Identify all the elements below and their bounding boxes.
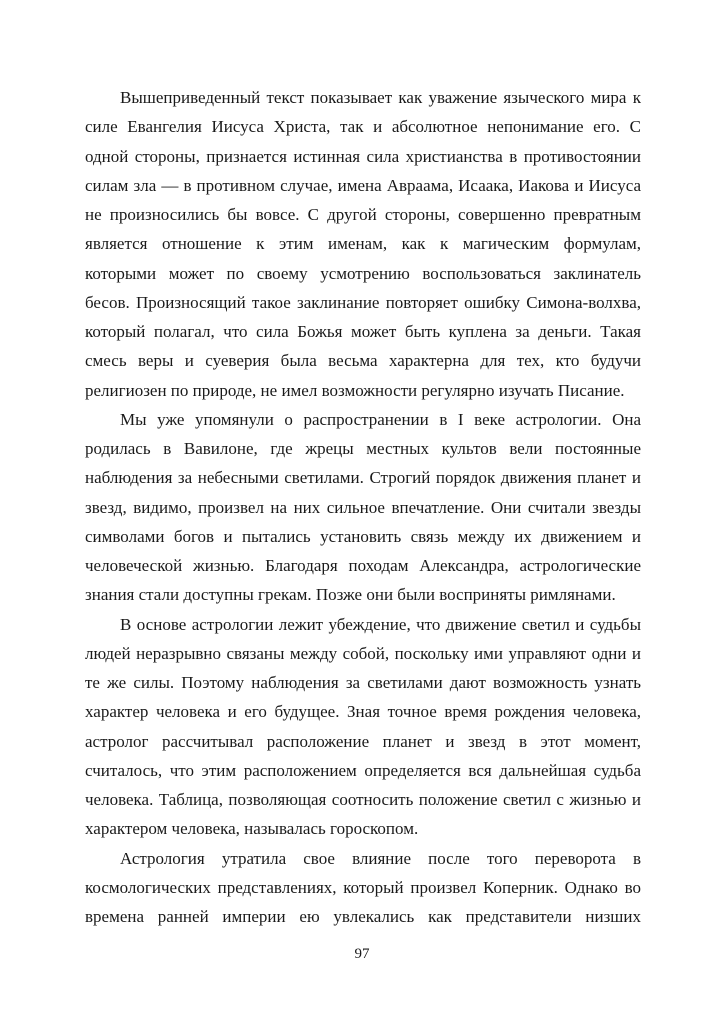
text-line: В основе астрологии лежит убеждение, что движение светил и судьбы (120, 614, 641, 634)
text-line: символами богов и пытались установить связь между их движением и (85, 526, 641, 546)
text-line: наблюдения за небесными светилами. Строгий порядок движения планет и (85, 468, 641, 488)
text-line: людей неразрывно связаны между собой, поскольку ими управляют одни и (85, 643, 641, 663)
paragraph (85, 844, 641, 932)
text-line: Астрология утратила свое влияние после того переворота в (120, 848, 641, 868)
text-line: смесь веры и суеверия была весьма характерна для тех, кто будучи (85, 351, 641, 371)
text-line: одной стороны, признается истинная сила христианства в противостоянии (85, 146, 641, 166)
body-text (85, 83, 641, 931)
text-line: космологических представлениях, который произвел Коперник. Однако во (85, 877, 641, 897)
text-line: характером человека, называлась гороскопом. (85, 819, 419, 839)
text-line: астролог рассчитывал расположение планет и звезд в этот момент, (85, 731, 641, 751)
text-line: те же силы. Поэтому наблюдения за светилами дают возможность узнать (85, 673, 641, 692)
text-line: не произносились бы вовсе. С другой стороны, совершенно превратным (85, 205, 641, 224)
text-line: бесов. Произносящий такое заклинание повторяет ошибку Симона-волхва, (85, 292, 641, 312)
text-line: времена ранней империи ею увлекались как представители низших (85, 907, 641, 926)
text-line: знания стали доступны грекам. Позже они были восприняты римлянами. (85, 585, 616, 605)
paragraph (85, 83, 641, 405)
text-line: считалось, что этим расположением определяется вся дальнейшая судьба (85, 760, 641, 780)
text-line: человека. Таблица, позволяющая соотносить положение светил с жизнью и (85, 790, 641, 809)
text-line: силе Евангелия Иисуса Христа, так и абсолютное непонимание его. С (85, 117, 641, 137)
text-line: является отношение к этим именам, как к магическим формулам, (85, 234, 641, 254)
text-line: человеческой жизнью. Благодаря походам Александра, астрологические (85, 556, 641, 575)
text-line: который полагал, что сила Божья может быть куплена за деньги. Такая (85, 322, 641, 341)
text-line: которыми может по своему усмотрению воспользоваться заклинатель (85, 263, 641, 283)
paragraph (85, 610, 641, 844)
text-line: звезд, видимо, произвел на них сильное впечатление. Они считали звезды (85, 497, 641, 517)
text-line: Мы уже упомянули о распространении в I веке астрологии. Она (120, 409, 641, 429)
text-line: силам зла — в противном случае, имена Авраама, Исаака, Иакова и Иисуса (85, 175, 641, 195)
text-line: родилась в Вавилоне, где жрецы местных культов вели постоянные (85, 439, 641, 458)
page-number: 97 (354, 946, 370, 962)
text-line: характер человека и его будущее. Зная точное время рождения человека, (85, 702, 641, 722)
paragraph (85, 405, 641, 610)
text-line: религиозен по природе, не имел возможности регулярно изучать Писание. (85, 380, 625, 400)
text-line: Вышеприведенный текст показывает как уважение языческого мира к (120, 88, 641, 107)
